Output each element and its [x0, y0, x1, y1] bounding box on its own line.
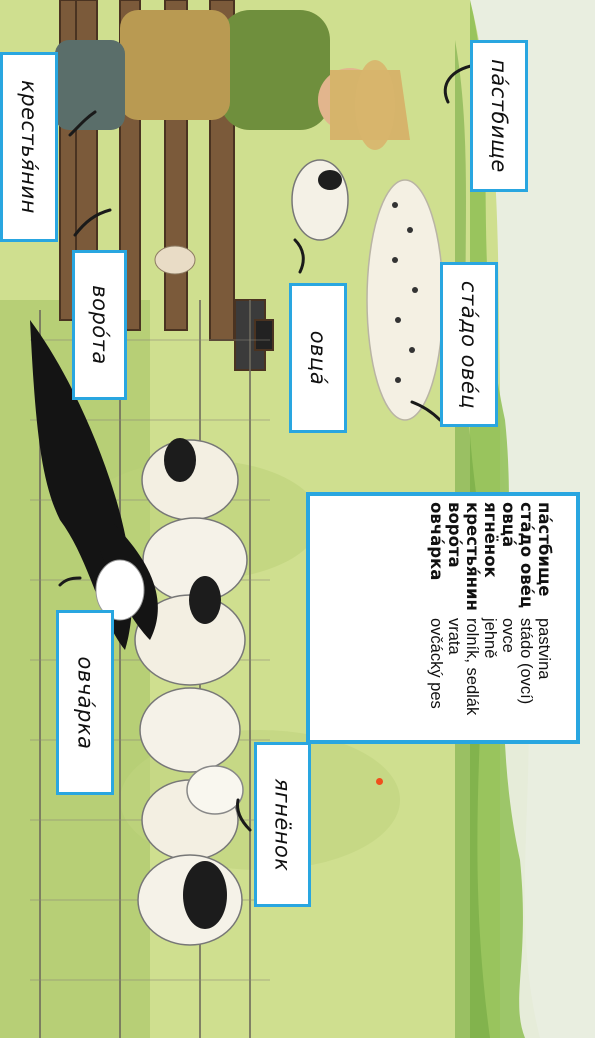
label-farmer-text: крестья́нин [17, 80, 41, 214]
vocab-ru: овцá [499, 502, 518, 548]
label-sheepdog [56, 610, 114, 795]
vocab-cs: pastvina [535, 618, 553, 680]
label-pasture-text: пáстбище [487, 59, 511, 173]
label-farmer [0, 52, 58, 242]
vocab-ru: стáдо овéц [517, 502, 536, 609]
vocab-row [517, 502, 535, 738]
vocab-ru: пáстбище [535, 502, 554, 597]
vocab-row [481, 502, 499, 738]
vocab-cs: ovce [499, 618, 517, 653]
vocab-cs: jehně [481, 618, 499, 659]
vocab-ru: ворóта [445, 502, 464, 568]
vocab-cs: ovčácký pes [427, 618, 445, 709]
vocab-ru: ягнёнок [481, 502, 500, 578]
label-pasture [470, 40, 528, 192]
vocab-ru: крестья́нин [463, 502, 482, 611]
accent-dot [376, 778, 383, 785]
vocabulary-panel [306, 492, 580, 744]
label-lamb-text: ягнёнок [270, 777, 295, 872]
vocab-cs: vrata [445, 618, 463, 655]
vocab-ru: овчáрка [427, 502, 446, 581]
vocabulary-list [327, 492, 559, 744]
vocab-cs: stádo (ovcí) [517, 618, 535, 705]
label-lamb [254, 742, 311, 907]
vocab-row [463, 502, 481, 738]
vocab-row [499, 502, 517, 738]
label-gate-text: ворóта [87, 285, 112, 365]
label-flock-text: стáдо овéц [457, 280, 482, 409]
vocab-row [535, 502, 553, 738]
label-sheep-text: овцá [306, 330, 331, 386]
label-sheep [289, 283, 347, 433]
label-flock [440, 262, 498, 427]
vocab-row [427, 502, 445, 738]
label-gate [72, 250, 127, 400]
vocab-cs: rolník, sedlák [463, 618, 481, 716]
vocab-row [445, 502, 463, 738]
label-sheepdog-text: овчáрка [73, 656, 98, 749]
